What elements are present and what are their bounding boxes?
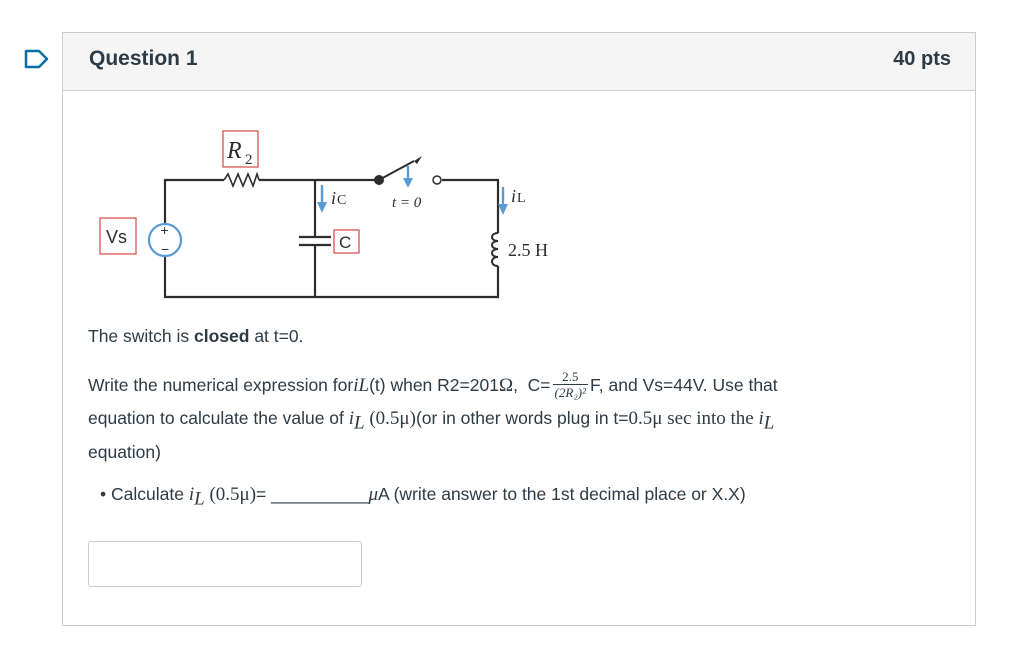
inductor: [492, 233, 498, 266]
capacitor-label: C: [339, 233, 352, 252]
source-plus-sign: +: [160, 222, 169, 238]
capacitance-fraction: $\frac{2.5}{\text{(2R₂)²}}$: [554, 369, 587, 400]
question-header: [63, 33, 975, 91]
resistor-r2: [224, 174, 259, 186]
inductor-value: 2.5 H: [508, 240, 548, 260]
source-minus-sign: −: [161, 241, 170, 257]
circuit-diagram: [96, 128, 566, 308]
question-points: 40 pts: [893, 48, 951, 70]
resistor-label-sub: 2: [245, 152, 253, 168]
question-line-3: equation): [88, 441, 161, 462]
cap-current-arrow-icon: [317, 202, 327, 213]
question-body: [88, 370, 908, 467]
ind-current-arrow-icon: [498, 204, 508, 215]
resistor-label: R: [227, 138, 242, 164]
ind-current-label: i: [511, 186, 517, 206]
ind-current-sub: L: [517, 191, 526, 206]
bookmark-flag-icon[interactable]: [24, 49, 50, 69]
bullet-icon: •: [100, 484, 111, 504]
cap-current-sub: C: [337, 193, 347, 208]
question-line-1: Write the numerical expression for i L (t) when R2=201 Ω , C= $\frac{2.5}{\text{(2R₂)²}}$ F, and Vs=44V. Use that: [88, 369, 778, 400]
source-label: Vs: [106, 227, 128, 247]
cap-current-label: i: [331, 188, 337, 208]
intro-emphasis: closed: [194, 326, 250, 346]
question-line-2: equation to calculate the value of $i_L$ (0.5μ)(or in other words plug in t=0.5μ sec into the $i_L$: [88, 408, 775, 434]
question-title: Question 1: [89, 47, 198, 70]
answer-input[interactable]: [88, 541, 362, 587]
intro-text: The switch is closed at t=0.: [88, 326, 304, 346]
switch-arrow-icon: [403, 178, 413, 188]
calculate-prompt: • Calculate $i_L$ (0.5μ)= __________μA (write answer to the 1st decimal place or X.X): [100, 484, 746, 510]
switch-label: t = 0: [392, 195, 422, 211]
